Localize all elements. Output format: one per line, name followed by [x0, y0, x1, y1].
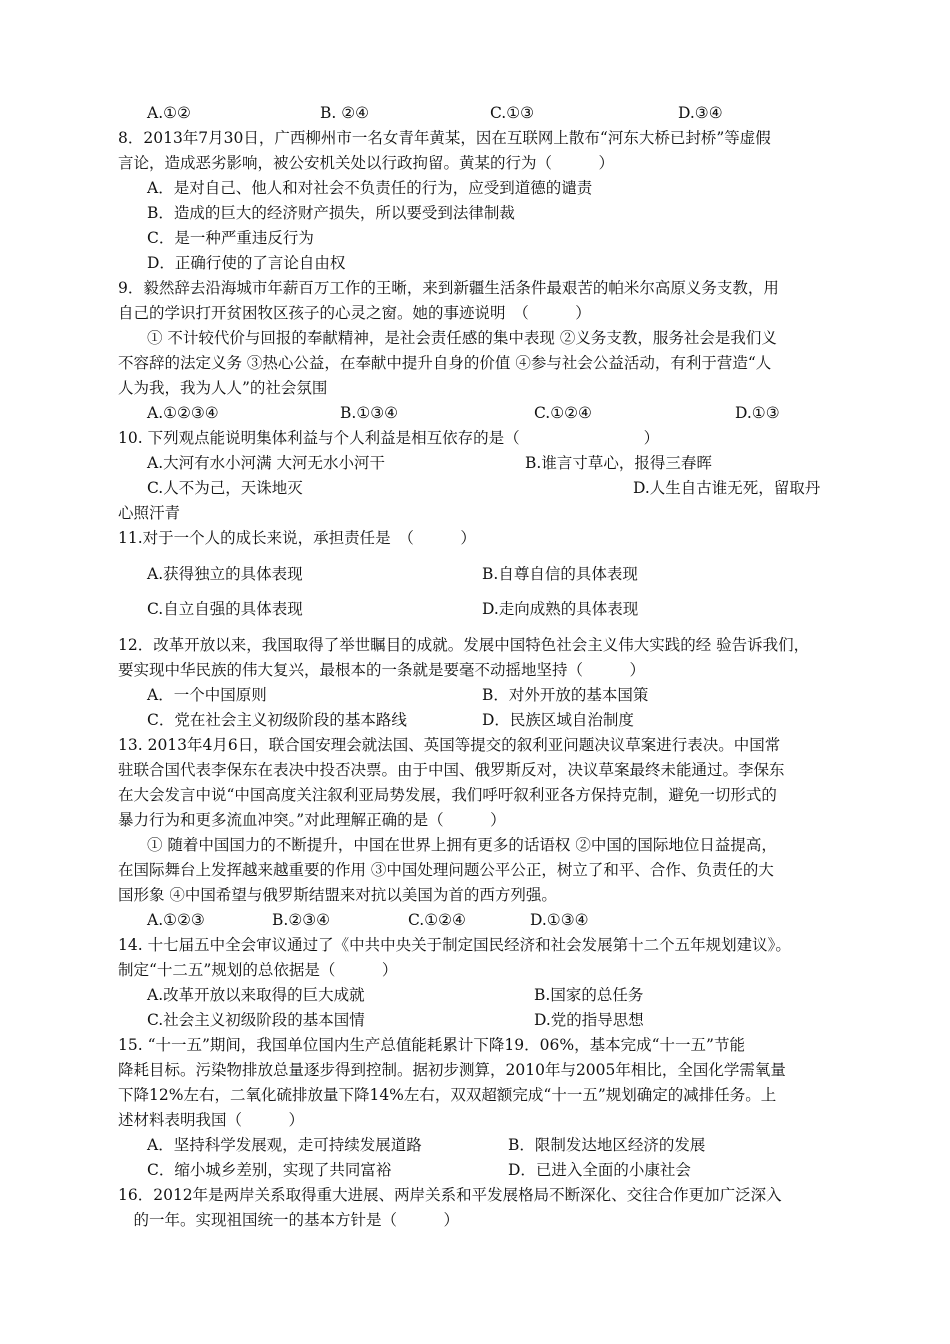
q14-option-c: C.社会主义初级阶段的基本国情	[147, 1011, 365, 1029]
q12-option-c: C．党在社会主义初级阶段的基本路线	[147, 711, 407, 729]
q10-option-c: C.人不为己，天诛地灭	[147, 479, 303, 497]
q11-stem: 11.对于一个人的成长来说，承担责任是 （ ）	[118, 529, 476, 547]
q14-option-d: D.党的指导思想	[534, 1011, 644, 1029]
q9-stem-line-1: 9．毅然辞去沿海城市年薪百万工作的王晰，来到新疆生活条件最艰苦的帕米尔高原义务支教，用	[118, 279, 779, 297]
q8-stem-line-2: 言论，造成恶劣影响，被公安机关处以行政拘留。黄某的行为（ ）	[118, 154, 615, 172]
q9-option-d: D.①③	[735, 404, 780, 422]
q11-option-a: A.获得独立的具体表现	[147, 565, 303, 583]
q9-item-line-1: ① 不计较代价与回报的奉献精神，是社会责任感的集中表现 ②义务支教，服务社会是我们义	[147, 329, 777, 347]
q7-option-c: C.①③	[490, 104, 535, 122]
q11-option-d: D.走向成熟的具体表现	[482, 600, 639, 618]
q13-stem-line-1: 13. 2013年4月6日，联合国安理会就法国、英国等提交的叙利亚问题决议草案进行表决。中国常	[118, 736, 781, 754]
q15-stem-line-1: 15. “十一五”期间，我国单位国内生产总值能耗累计下降19．06%，基本完成“十一五”节能	[118, 1036, 745, 1054]
q13-option-b: B.②③④	[272, 911, 331, 929]
q10-option-d: D.人生自古谁无死，留取丹	[633, 479, 821, 497]
q9-stem-line-2: 自己的学识打开贫困牧区孩子的心灵之窗。她的事迹说明 （ ）	[118, 304, 591, 322]
q13-option-a: A.①②③	[147, 911, 205, 929]
q13-option-d: D.①③④	[530, 911, 589, 929]
q14-stem-line-1: 14. 十七届五中全会审议通过了《中共中央关于制定国民经济和社会发展第十二个五年规划建议》。	[118, 936, 791, 954]
q13-item-line-3: 国形象 ④中国希望与俄罗斯结盟来对抗以美国为首的西方列强。	[118, 886, 557, 904]
q12-stem-line-2: 要实现中华民族的伟大复兴，最根本的一条就是要毫不动摇地坚持（ ）	[118, 661, 646, 679]
q10-option-b: B.谁言寸草心，报得三春晖	[525, 454, 712, 472]
q9-option-b: B.①③④	[340, 404, 399, 422]
q13-stem-line-3: 在大会发言中说“中国高度关注叙利亚局势发展，我们呼吁叙利亚各方保持克制，避免一切形式的	[118, 786, 777, 804]
q14-stem-line-2: 制定“十二五”规划的总依据是（ ）	[118, 961, 398, 979]
q16-stem-line-1: 16．2012年是两岸关系取得重大进展、两岸关系和平发展格局不断深化、交往合作更加广泛深入	[118, 1186, 782, 1204]
q14-option-a: A.改革开放以来取得的巨大成就	[147, 986, 365, 1004]
q12-option-b: B．对外开放的基本国策	[482, 686, 649, 704]
q9-option-c: C.①②④	[534, 404, 592, 422]
q9-option-a: A.①②③④	[147, 404, 219, 422]
q10-option-d-wrap: 心照汗青	[118, 504, 181, 522]
q8-option-b: B．造成的巨大的经济财产损失，所以要受到法律制裁	[147, 204, 515, 222]
q8-option-c: C．是一种严重违反行为	[147, 229, 314, 247]
q12-option-d: D．民族区域自治制度	[482, 711, 634, 729]
q14-option-b: B.国家的总任务	[534, 986, 644, 1004]
q12-option-a: A．一个中国原则	[147, 686, 267, 704]
q8-option-d: D．正确行使的了言论自由权	[147, 254, 346, 272]
q15-option-d: D．已进入全面的小康社会	[508, 1161, 691, 1179]
q7-option-b: B. ②④	[320, 104, 370, 122]
q16-stem-line-2: 的一年。实现祖国统一的基本方针是（ ）	[118, 1211, 460, 1229]
q11-option-c: C.自立自强的具体表现	[147, 600, 303, 618]
q15-option-a: A．坚持科学发展观，走可持续发展道路	[147, 1136, 422, 1154]
q13-item-line-2: 在国际舞台上发挥越来越重要的作用 ③中国处理问题公平公正，树立了和平、合作、负责任的大	[118, 861, 774, 879]
q10-option-a: A.大河有水小河满 大河无水小河干	[147, 454, 386, 472]
q15-option-b: B．限制发达地区经济的发展	[508, 1136, 706, 1154]
q12-stem-line-1: 12．改革开放以来，我国取得了举世瞩目的成就。发展中国特色社会主义伟大实践的经 验告诉我们，	[118, 636, 810, 654]
q15-stem-line-4: 述材料表明我国（ ）	[118, 1111, 305, 1129]
q15-stem-line-2: 降耗目标。污染物排放总量逐步得到控制。据初步测算，2010年与2005年相比，全国化学需氧量	[118, 1061, 786, 1079]
q9-item-line-3: 人为我，我为人人”的社会氛围	[118, 379, 328, 397]
q13-option-c: C.①②④	[408, 911, 466, 929]
q8-option-a: A．是对自己、他人和对社会不负责任的行为，应受到道德的谴责	[147, 179, 593, 197]
q7-option-a: A.①②	[147, 104, 191, 122]
q11-option-b: B.自尊自信的具体表现	[482, 565, 638, 583]
q13-item-line-1: ① 随着中国国力的不断提升，中国在世界上拥有更多的话语权 ②中国的国际地位日益提高，	[147, 836, 777, 854]
q13-stem-line-2: 驻联合国代表李保东在表决中投否决票。由于中国、俄罗斯反对，决议草案最终未能通过。李保东	[118, 761, 785, 779]
q10-stem: 10. 下列观点能说明集体利益与个人利益是相互依存的是（ ）	[118, 429, 660, 447]
q15-option-c: C．缩小城乡差别，实现了共同富裕	[147, 1161, 392, 1179]
q7-option-d: D.③④	[678, 104, 723, 122]
q8-stem-line-1: 8．2013年7月30日，广西柳州市一名女青年黄某，因在互联网上散布“河东大桥已封桥”等虚假	[118, 129, 771, 147]
q15-stem-line-3: 下降12%左右，二氧化硫排放量下降14%左右，双双超额完成“十一五”规划确定的减排任务。上	[118, 1086, 777, 1104]
q13-stem-line-4: 暴力行为和更多流血冲突。”对此理解正确的是（ ）	[118, 811, 506, 829]
q9-item-line-2: 不容辞的法定义务 ③热心公益，在奉献中提升自身的价值 ④参与社会公益活动，有利于营造“人	[118, 354, 772, 372]
